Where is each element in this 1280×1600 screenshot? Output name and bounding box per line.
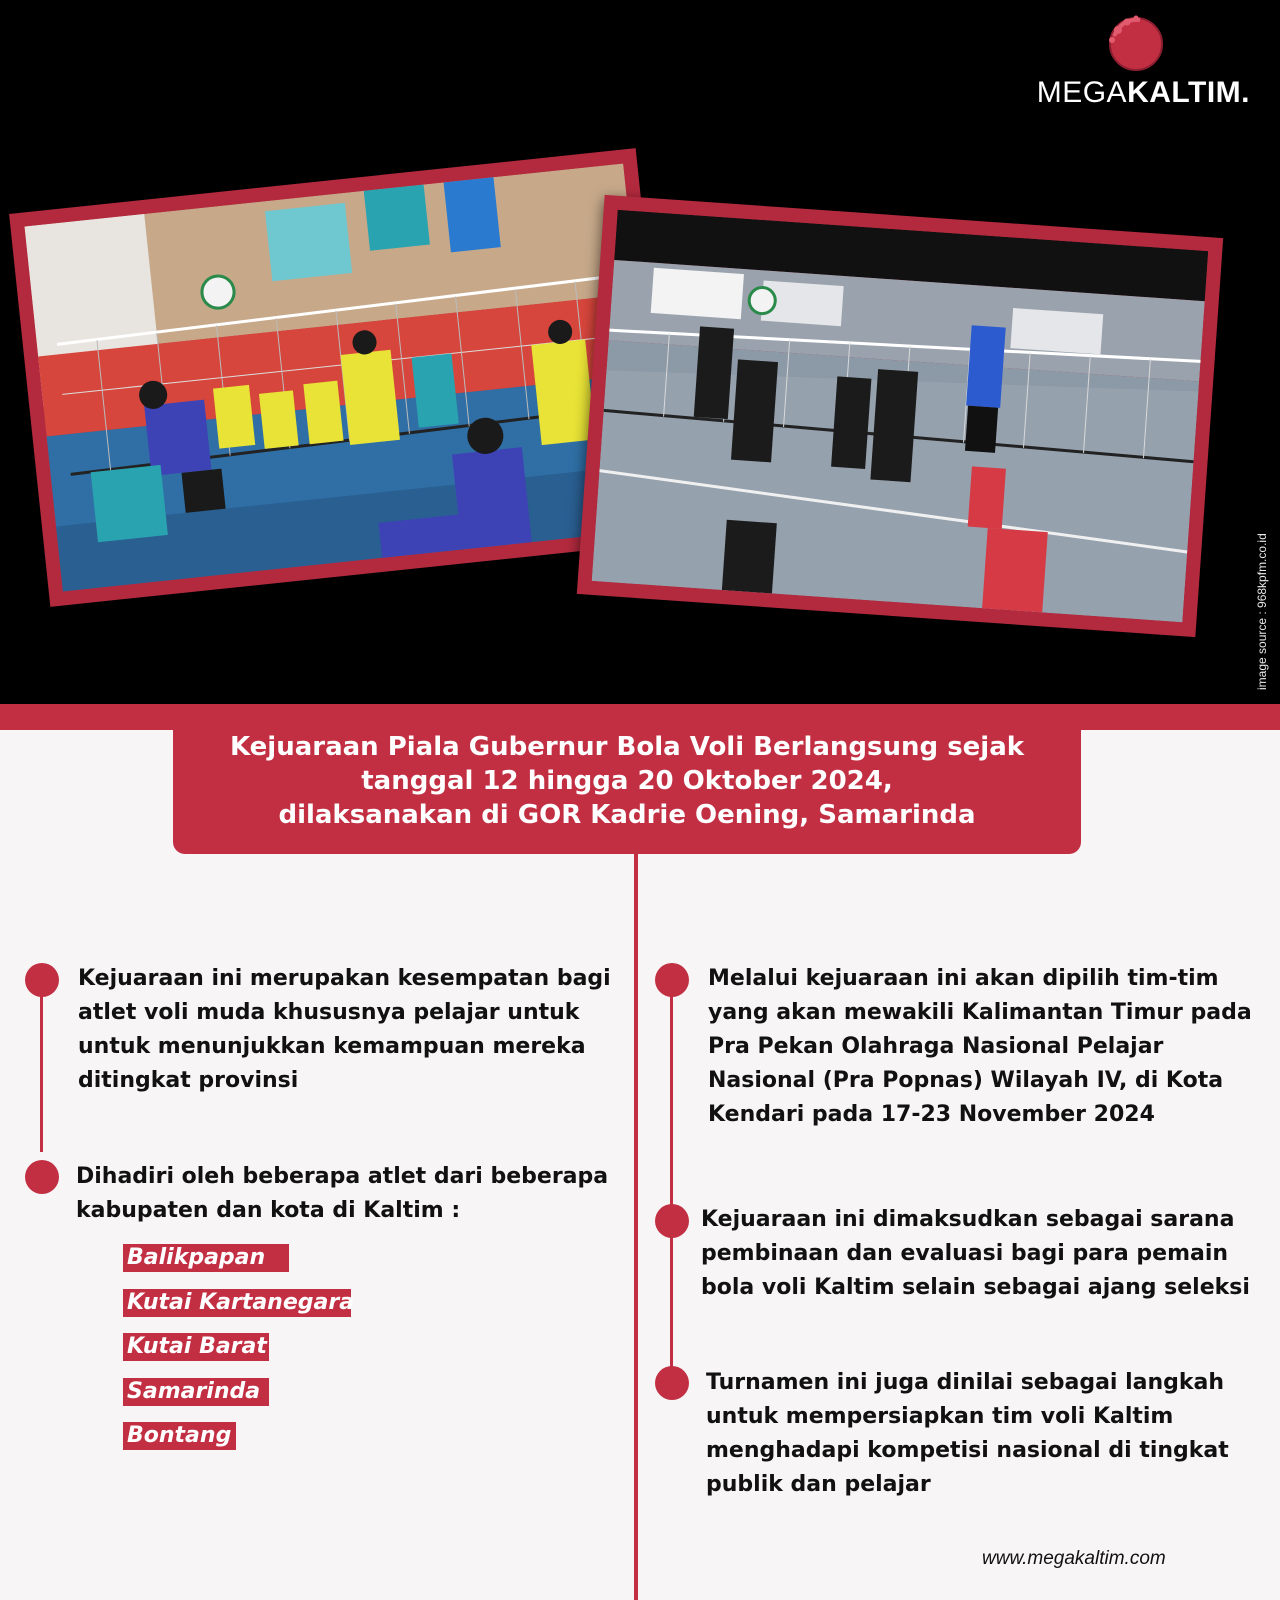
right-bullet-3-line-4: publik dan pelajar (706, 1472, 931, 1497)
left-bullet-1-line-2: atlet voli muda khususnya pelajar untuk (78, 1000, 580, 1025)
right-bullet-3-line-3: menghadapi kompetisi nasional di tingkat (706, 1438, 1229, 1463)
logo-wordmark-mega: MEGA (1036, 76, 1128, 109)
right-bullet-2-line-2: pembinaan dan evaluasi bagi para pemain (701, 1241, 1229, 1266)
right-bullet-1-line-5: Kendari pada 17-23 November 2024 (708, 1102, 1155, 1127)
region-tag: Balikpapan (123, 1244, 289, 1272)
left-bullet-2-line-2: kabupaten dan kota di Kaltim : (76, 1198, 461, 1223)
region-tag: Bontang (123, 1422, 236, 1450)
left-timeline-stem (40, 980, 43, 1152)
photo-women-volleyball (577, 195, 1223, 637)
right-bullet-2-text (701, 1203, 1250, 1305)
logo-mark-icon (1100, 10, 1164, 74)
region-tag: Samarinda (123, 1378, 269, 1406)
region-list (123, 1244, 355, 1467)
right-timeline-stem (670, 980, 673, 1380)
headline-line-1: Kejuaraan Piala Gubernur Bola Voli Berlangsung sejak (229, 732, 1025, 762)
men-volleyball-illustration (24, 164, 661, 592)
logo-wordmark-kaltim: KALTIM. (1127, 76, 1250, 109)
right-bullet-1-line-4: Nasional (Pra Popnas) Wilayah IV, di Kota (708, 1068, 1224, 1093)
right-bullet-1-text (708, 962, 1252, 1132)
right-bullet-1-line-1: Melalui kejuaraan ini akan dipilih tim-tim (708, 966, 1219, 991)
left-bullet-2-dot (25, 1160, 59, 1194)
women-volleyball-illustration (592, 210, 1209, 622)
headline-line-2: tanggal 12 hingga 20 Oktober 2024, (361, 766, 893, 796)
column-divider (634, 854, 638, 1600)
website-url[interactable]: www.megakaltim.com (982, 1548, 1166, 1569)
region-tag: Kutai Kartanegara (123, 1289, 351, 1317)
left-bullet-1-line-1: Kejuaraan ini merupakan kesempatan bagi (78, 966, 611, 991)
logo-wordmark (1020, 76, 1250, 110)
right-bullet-2-line-1: Kejuaraan ini dimaksudkan sebagai sarana (701, 1207, 1235, 1232)
right-bullet-3-text (706, 1366, 1229, 1502)
right-bullet-3-line-1: Turnamen ini juga dinilai sebagai langkah (706, 1370, 1225, 1395)
region-tag: Kutai Barat (123, 1333, 269, 1361)
left-bullet-1-line-3: untuk menunjukkan kemampuan mereka (78, 1034, 586, 1059)
right-bullet-2-dot (655, 1204, 689, 1238)
right-bullet-1-line-3: Pra Pekan Olahraga Nasional Pelajar (708, 1034, 1164, 1059)
right-bullet-2-line-3: bola voli Kaltim selain sebagai ajang seleksi (701, 1275, 1250, 1300)
photo-header (0, 0, 1280, 704)
image-source-credit: image source : 968kpfm.co.id (1255, 533, 1269, 690)
right-bullet-3-line-2: untuk mempersiapkan tim voli Kaltim (706, 1404, 1174, 1429)
right-bullet-3-dot (655, 1366, 689, 1400)
left-bullet-2-line-1: Dihadiri oleh beberapa atlet dari beberapa (76, 1164, 609, 1189)
left-bullet-1-line-4: ditingkat provinsi (78, 1068, 299, 1093)
left-bullet-2-text (76, 1160, 608, 1228)
left-bullet-1-text (78, 962, 611, 1098)
right-bullet-1-line-2: yang akan mewakili Kalimantan Timur pada (708, 1000, 1252, 1025)
headline-banner (173, 712, 1081, 854)
megakaltim-logo (1020, 10, 1250, 109)
photo-men-volleyball (9, 148, 677, 607)
headline-line-3: dilaksanakan di GOR Kadrie Oening, Samarinda (278, 800, 976, 830)
